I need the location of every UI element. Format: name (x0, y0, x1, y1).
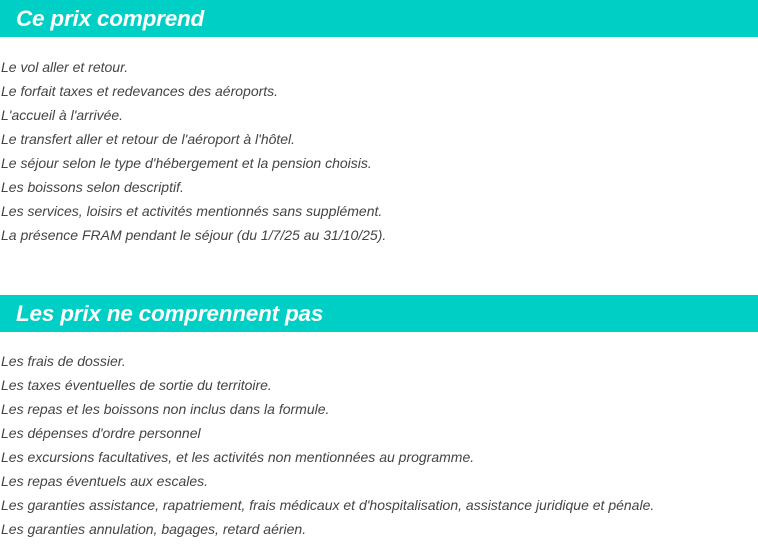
list-item: Les garanties annulation, bagages, retard aérien. (1, 521, 307, 537)
included-list (0, 37, 758, 247)
list-item: Les services, loisirs et activités mentionnés sans supplément. (1, 203, 383, 219)
list-item: Le forfait taxes et redevances des aéroports. (1, 83, 279, 99)
list-item: Les boissons selon descriptif. (1, 179, 184, 195)
list-item: Les garanties assistance, rapatriement, frais médicaux et d'hospitalisation, assistance juridique et pénale. (1, 497, 655, 513)
list-item: Les frais de dossier. (1, 353, 126, 369)
included-title: Ce prix comprend (16, 5, 205, 31)
list-item: Les excursions facultatives, et les activités non mentionnées au programme. (1, 449, 475, 465)
not-included-title: Les prix ne comprennent pas (16, 300, 324, 326)
not-included-section (0, 295, 758, 541)
included-header (0, 0, 758, 37)
list-item: Les dépenses d'ordre personnel (1, 425, 201, 441)
list-item: Le séjour selon le type d'hébergement et la pension choisis. (1, 155, 372, 171)
not-included-list (0, 332, 758, 541)
not-included-header (0, 295, 758, 332)
list-item: Le vol aller et retour. (1, 59, 129, 75)
list-item: Les repas éventuels aux escales. (1, 473, 209, 489)
included-section (0, 0, 758, 247)
list-item: Les repas et les boissons non inclus dans la formule. (1, 401, 330, 417)
list-item: L'accueil à l'arrivée. (1, 107, 124, 123)
list-item: La présence FRAM pendant le séjour (du 1/7/25 au 31/10/25). (1, 227, 387, 243)
list-item: Le transfert aller et retour de l'aéroport à l'hôtel. (1, 131, 296, 147)
list-item: Les taxes éventuelles de sortie du territoire. (1, 377, 272, 393)
